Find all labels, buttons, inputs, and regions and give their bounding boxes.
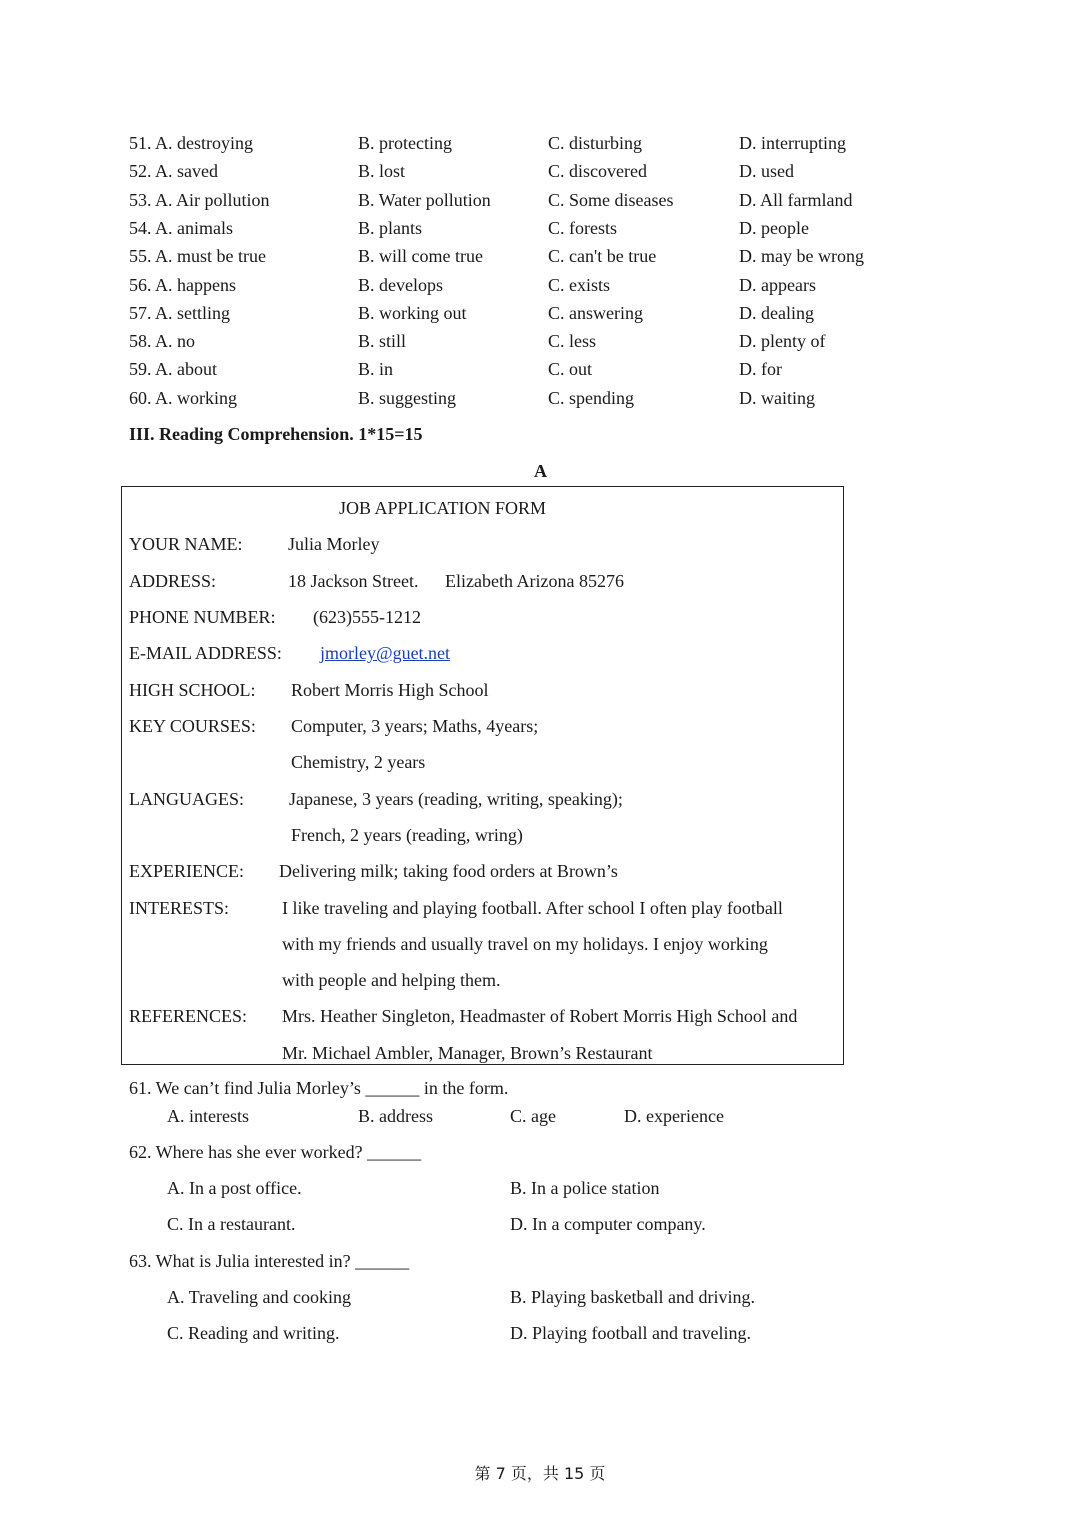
job-application-form bbox=[121, 486, 844, 1065]
choice-option-d[interactable]: D. used bbox=[739, 161, 794, 182]
languages-line-1: Japanese, 3 years (reading, writing, speaking); bbox=[289, 789, 623, 809]
question-61-option-d[interactable]: D. experience bbox=[624, 1106, 724, 1126]
question-62-option-c[interactable]: C. In a restaurant. bbox=[167, 1214, 296, 1234]
choice-option-b[interactable]: B. suggesting bbox=[358, 387, 457, 408]
choice-option-c[interactable]: C. disturbing bbox=[548, 133, 643, 153]
question-63-option-b[interactable]: B. Playing basketball and driving. bbox=[510, 1287, 755, 1307]
choice-option-d[interactable]: D. All farmland bbox=[739, 189, 853, 210]
choice-option-d[interactable]: D. waiting bbox=[739, 387, 815, 408]
choice-option-c[interactable]: C. less bbox=[548, 331, 597, 352]
experience-label: EXPERIENCE: bbox=[129, 861, 244, 881]
choice-option-b[interactable]: B. Water pollution bbox=[358, 189, 491, 210]
choice-option-a[interactable]: 53. A. Air pollution bbox=[129, 189, 270, 210]
choice-option-c[interactable]: C. Some diseases bbox=[548, 189, 674, 210]
address-street: 18 Jackson Street. bbox=[288, 571, 419, 591]
email-label: E-MAIL ADDRESS: bbox=[129, 643, 282, 663]
languages-label: LANGUAGES: bbox=[129, 789, 244, 809]
choice-option-d[interactable]: D. people bbox=[739, 217, 809, 238]
question-63-option-c[interactable]: C. Reading and writing. bbox=[167, 1323, 340, 1343]
email-link[interactable]: jmorley@guet.net bbox=[320, 643, 451, 663]
form-title: JOB APPLICATION FORM bbox=[339, 498, 547, 518]
interests-label: INTERESTS: bbox=[129, 898, 230, 918]
choice-option-b[interactable]: B. lost bbox=[358, 161, 406, 182]
choice-option-d[interactable]: D. plenty of bbox=[739, 331, 826, 352]
courses-label: KEY COURSES: bbox=[129, 716, 256, 736]
experience-value: Delivering milk; taking food orders at Brown’s bbox=[279, 861, 618, 881]
choice-row bbox=[0, 331, 1080, 355]
choice-option-a[interactable]: 55. A. must be true bbox=[129, 246, 266, 267]
choice-row bbox=[0, 161, 1080, 185]
choice-option-b[interactable]: B. still bbox=[358, 331, 407, 352]
choice-option-b[interactable]: B. in bbox=[358, 359, 394, 380]
choice-option-d[interactable]: D. appears bbox=[739, 274, 816, 295]
choice-row bbox=[0, 190, 1080, 214]
choice-option-a[interactable]: 57. A. settling bbox=[129, 302, 231, 323]
courses-line-2: Chemistry, 2 years bbox=[291, 752, 426, 772]
choice-row bbox=[0, 275, 1080, 299]
school-value: Robert Morris High School bbox=[291, 680, 489, 700]
question-61-stem: 61. We can’t find Julia Morley’s ______ in the form. bbox=[129, 1078, 509, 1098]
question-63-option-d[interactable]: D. Playing football and traveling. bbox=[510, 1323, 751, 1343]
choice-option-c[interactable]: C. forests bbox=[548, 217, 617, 238]
references-line-2: Mr. Michael Ambler, Manager, Brown’s Restaurant bbox=[282, 1043, 653, 1063]
question-62-option-b[interactable]: B. In a police station bbox=[510, 1178, 660, 1198]
choice-option-c[interactable]: C. can't be true bbox=[548, 246, 657, 267]
choice-row bbox=[0, 388, 1080, 412]
phone-value: (623)555-1212 bbox=[313, 607, 421, 627]
choice-row bbox=[0, 218, 1080, 242]
choice-option-a[interactable]: 59. A. about bbox=[129, 359, 217, 380]
choice-row bbox=[0, 303, 1080, 327]
choice-option-c[interactable]: C. out bbox=[548, 359, 593, 380]
name-value: Julia Morley bbox=[288, 534, 380, 554]
phone-label: PHONE NUMBER: bbox=[129, 607, 276, 627]
choice-row bbox=[0, 246, 1080, 270]
question-62-option-a[interactable]: A. In a post office. bbox=[167, 1178, 302, 1198]
choice-option-a[interactable]: 52. A. saved bbox=[129, 161, 218, 182]
choice-option-b[interactable]: B. protecting bbox=[358, 133, 452, 153]
section-heading: III. Reading Comprehension. 1*15=15 bbox=[129, 424, 423, 444]
references-line-1: Mrs. Heather Singleton, Headmaster of Robert Morris High School and bbox=[282, 1006, 798, 1026]
question-63-stem: 63. What is Julia interested in? ______ bbox=[129, 1251, 410, 1271]
choice-option-c[interactable]: C. discovered bbox=[548, 161, 647, 182]
question-62-option-d[interactable]: D. In a computer company. bbox=[510, 1214, 706, 1234]
choice-option-d[interactable]: D. may be wrong bbox=[739, 246, 864, 267]
question-62-stem: 62. Where has she ever worked? ______ bbox=[129, 1142, 422, 1162]
question-61-option-b[interactable]: B. address bbox=[358, 1106, 433, 1126]
references-label: REFERENCES: bbox=[129, 1006, 248, 1026]
choice-option-a[interactable]: 54. A. animals bbox=[129, 217, 233, 238]
choice-option-a[interactable]: 60. A. working bbox=[129, 387, 237, 408]
choice-option-d[interactable]: D. dealing bbox=[739, 302, 814, 323]
choice-option-a[interactable]: 51. A. destroying bbox=[129, 133, 253, 153]
choice-option-b[interactable]: B. plants bbox=[358, 217, 423, 238]
choice-option-b[interactable]: B. working out bbox=[358, 302, 467, 323]
choice-option-c[interactable]: C. spending bbox=[548, 387, 635, 408]
choice-option-b[interactable]: B. will come true bbox=[358, 246, 483, 267]
question-61-option-a[interactable]: A. interests bbox=[167, 1106, 249, 1126]
choice-option-d[interactable]: D. interrupting bbox=[739, 133, 846, 153]
school-label: HIGH SCHOOL: bbox=[129, 680, 256, 700]
address-city: Elizabeth Arizona 85276 bbox=[445, 571, 624, 591]
courses-line-1: Computer, 3 years; Maths, 4years; bbox=[291, 716, 539, 736]
choice-row bbox=[0, 133, 1080, 157]
choice-row bbox=[0, 359, 1080, 383]
choice-option-d[interactable]: D. for bbox=[739, 359, 782, 380]
interests-line-2: with my friends and usually travel on my holidays. I enjoy working bbox=[282, 934, 768, 954]
choice-option-c[interactable]: C. answering bbox=[548, 302, 643, 323]
choice-option-c[interactable]: C. exists bbox=[548, 274, 611, 295]
choice-option-b[interactable]: B. develops bbox=[358, 274, 443, 295]
passage-label: A bbox=[534, 461, 547, 481]
page-footer: 第 7 页，共 15 页 bbox=[474, 1464, 606, 1483]
question-61-option-c[interactable]: C. age bbox=[510, 1106, 556, 1126]
languages-line-2: French, 2 years (reading, wring) bbox=[291, 825, 523, 845]
question-63-option-a[interactable]: A. Traveling and cooking bbox=[167, 1287, 351, 1307]
choice-option-a[interactable]: 56. A. happens bbox=[129, 274, 236, 295]
interests-line-1: I like traveling and playing football. After school I often play football bbox=[282, 898, 783, 918]
choice-option-a[interactable]: 58. A. no bbox=[129, 331, 196, 352]
name-label: YOUR NAME: bbox=[129, 534, 243, 554]
address-label: ADDRESS: bbox=[129, 571, 217, 591]
interests-line-3: with people and helping them. bbox=[282, 970, 501, 990]
